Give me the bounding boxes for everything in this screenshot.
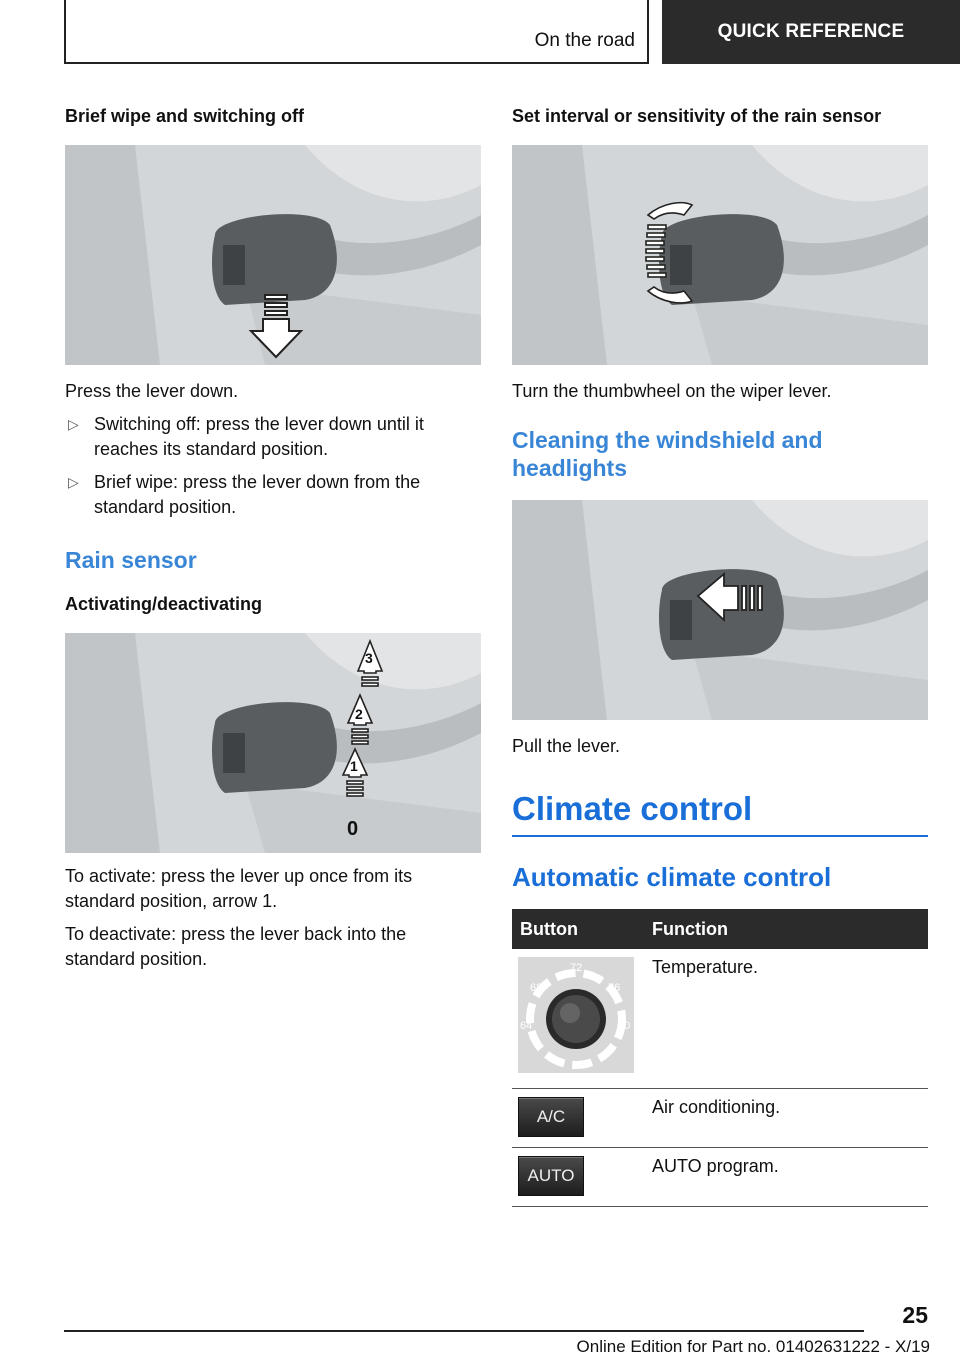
brief-wipe-heading: Brief wipe and switching off xyxy=(65,106,305,126)
edition-note: Online Edition for Part no. 01402631222 - X/19 xyxy=(576,1337,930,1356)
right-column xyxy=(512,104,928,1207)
left-column xyxy=(65,104,481,972)
arrow-label-3: 3 xyxy=(365,650,373,666)
column-header-button: Button xyxy=(512,909,644,949)
table-header-row xyxy=(512,909,928,949)
rain-sensor-interval-heading: Set interval or sensitivity of the rain sensor xyxy=(512,106,882,126)
table-row xyxy=(512,949,928,1089)
to-activate-text: To activate: press the lever up once from its standard position, arrow 1. xyxy=(65,866,413,911)
table-row xyxy=(512,1148,928,1207)
list-item: ▷ Brief wipe: press the lever down from the standard position. xyxy=(68,472,421,517)
thumbwheel-text: Turn the thumbwheel on the wiper lever. xyxy=(512,381,832,401)
dial-label-68: 68 xyxy=(530,982,543,994)
footer-divider xyxy=(64,1330,864,1332)
function-auto-program: AUTO program. xyxy=(644,1148,928,1207)
arrow-label-2: 2 xyxy=(355,706,363,722)
ac-button[interactable]: A/C xyxy=(518,1097,584,1137)
column-header-function: Function xyxy=(644,909,928,949)
auto-button[interactable]: AUTO xyxy=(518,1156,584,1196)
table-row xyxy=(512,1089,928,1148)
automatic-climate-heading: Automatic climate control xyxy=(512,862,832,892)
pull-lever-text: Pull the lever. xyxy=(512,736,621,756)
dial-label-76: 76 xyxy=(608,982,621,994)
climate-button-table xyxy=(512,909,928,1207)
arrow-label-1: 1 xyxy=(350,758,358,774)
function-temperature: Temperature. xyxy=(644,949,928,1089)
bullet-arrow-icon: ▷ xyxy=(68,474,79,490)
dial-label-72: 72 xyxy=(570,962,583,974)
bullet-arrow-icon: ▷ xyxy=(68,416,79,432)
dial-label-80: 80 xyxy=(618,1020,631,1032)
press-lever-down-text: Press the lever down. xyxy=(65,381,239,401)
climate-control-heading: Climate control xyxy=(512,789,928,837)
to-deactivate-text: To deactivate: press the lever back into the standard position. xyxy=(65,924,407,969)
arrow-label-0: 0 xyxy=(347,818,359,840)
figure-pull-lever xyxy=(512,500,928,720)
cleaning-windshield-heading: Cleaning the windshield and headlights xyxy=(512,427,823,481)
figure-thumbwheel xyxy=(512,145,928,365)
header-tab-quick-reference[interactable]: QUICK REFERENCE xyxy=(662,0,960,64)
header-section-title: On the road xyxy=(534,30,635,51)
activating-heading: Activating/deactivating xyxy=(65,594,263,614)
page-number: 25 xyxy=(902,1302,928,1328)
wipe-bullet-list xyxy=(65,412,481,520)
list-item: ▷ Switching off: press the lever down until it reaches its standard position. xyxy=(68,414,424,459)
figure-rain-sensor xyxy=(65,633,481,853)
function-air-conditioning: Air conditioning. xyxy=(644,1089,928,1148)
dial-label-64: 64 xyxy=(520,1020,533,1032)
figure-brief-wipe xyxy=(65,145,481,365)
temperature-dial-icon[interactable] xyxy=(518,957,634,1073)
rain-sensor-heading: Rain sensor xyxy=(65,547,197,573)
